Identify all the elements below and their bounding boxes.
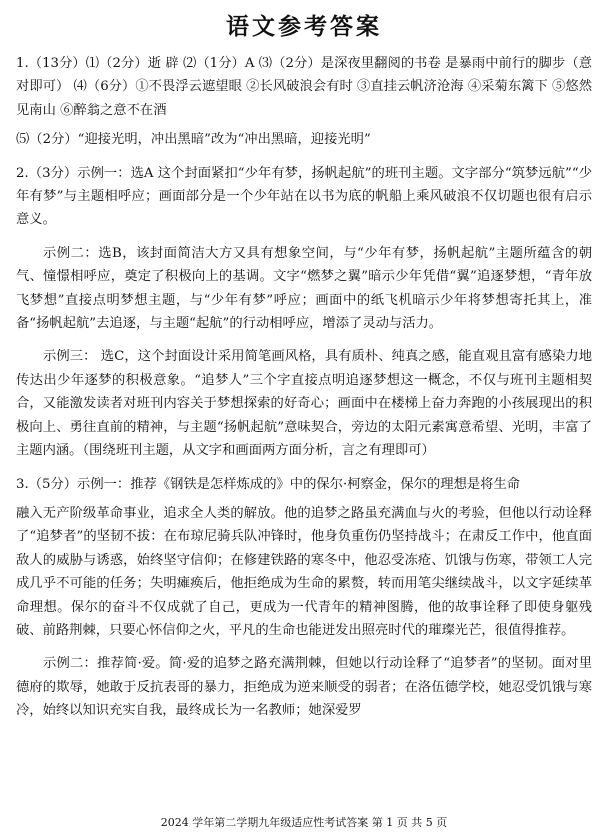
q3-example-1: 3.（5分）示例一：推荐《钢铁是怎样炼成的》中的保尔·柯察金，保尔的理想是将生命 [16,476,521,492]
page-title: 语文参考答案 [226,13,382,40]
q2-example-1: 2.（3分）示例一：选A 这个封面紧扣“少年有梦，扬帆起航”的班刊主题。文字部分“筑梦远航”“少年有梦”与主题相呼应；画面部分是一个少年站在以书为底的帆船上乘风破浪不仅切题也很有启示意义。 [16,165,592,228]
q3-example-2: 示例二：推荐简·爱。简·爱的追梦之路充满荆棘，但她以行动诠释了“追梦者”的坚韧。面对里德府的欺辱，她敢于反抗表哥的暴力，拒绝成为逆来顺受的弱者；在洛伍德学校，她忍受饥饿与寒冷，始终以知识充实自我，最终成长为一名教师；她深爱罗 [16,656,592,719]
q3-example-1-continued: 融入无产阶级革命事业，追求全人类的解放。他的追梦之路虽充满血与火的考验，但他以行动诠释了“追梦者”的坚韧不拔：在布琼尼骑兵队冲锋时，他身负重伤仍坚持战斗；在肃反工作中，他直面敌人的威胁与诱惑，始终坚守信仰；在修建铁路的寒冬中，他忍受冻疮、饥饿与伤寒，带领工人完成几乎不可能的任务；失明瘫痪后，他拒绝成为生命的累赘，转而用笔尖继续战斗，以文字延续革命理想。保尔的奋斗不仅成就了自己，更成为一代青年的精神图腾，他的故事诠释了即使身躯残破、前路荆棘，只要心怀信仰之火，平凡的生命也能迸发出照亮时代的璀璨光芒，很值得推荐。 [16,505,592,638]
q1-sub5-answer: ⑸（2分）“迎接光明，冲出黑暗”改为“冲出黑暗，迎接光明” [16,132,371,148]
q2-example-2: 示例二：选B，该封面简洁大方又具有想象空间，与“少年有梦，扬帆起航”主题所蕴含的朝气、憧憬相呼应，奠定了积极向上的基调。文字“燃梦之翼”暗示少年凭借“翼”追逐梦想，“青年放飞梦想”直接点明梦想主题，与“少年有梦”呼应；画面中的纸飞机暗示少年将梦想寄托其上，准备“扬帆起航”去追逐，与主题“起航”的行动相呼应，增添了灵动与活力。 [16,245,592,332]
q2-example-3: 示例三： 选C，这个封面设计采用简笔画风格，具有质朴、纯真之感，能直观且富有感染力地传达出少年逐梦的积极意象。“追梦人”三个字直接点明追逐梦想这一概念，不仅与班刊主题相契合，又能激发读者对班刊内容关于梦想探索的好奇心；画面中在楼梯上奋力奔跑的小孩展现出的积极向上、勇往直前的精神，与主题“扬帆起航”意味契合，旁边的太阳元素寓意希望、光明，丰富了主题内涵。（围绕班刊主题，从文字和画面两方面分析，言之有理即可） [16,349,592,459]
q1-answer: 1.（13分）⑴（2分）逝 辟 ⑵（1分）A ⑶（2分）是深夜里翻阅的书卷 是暴雨中前行的脚步（意对即可） ⑷（6分）①不畏浮云遮望眼 ②长风破浪会有时 ③直挂云帆济沧海 ④采菊东篱下 ⑤悠然见南山 ⑥醉翁之意不在酒 [16,56,592,118]
page-footer: 2024 学年第二学期九年级适应性考试答案 第 1 页 共 5 页 [160,816,448,829]
